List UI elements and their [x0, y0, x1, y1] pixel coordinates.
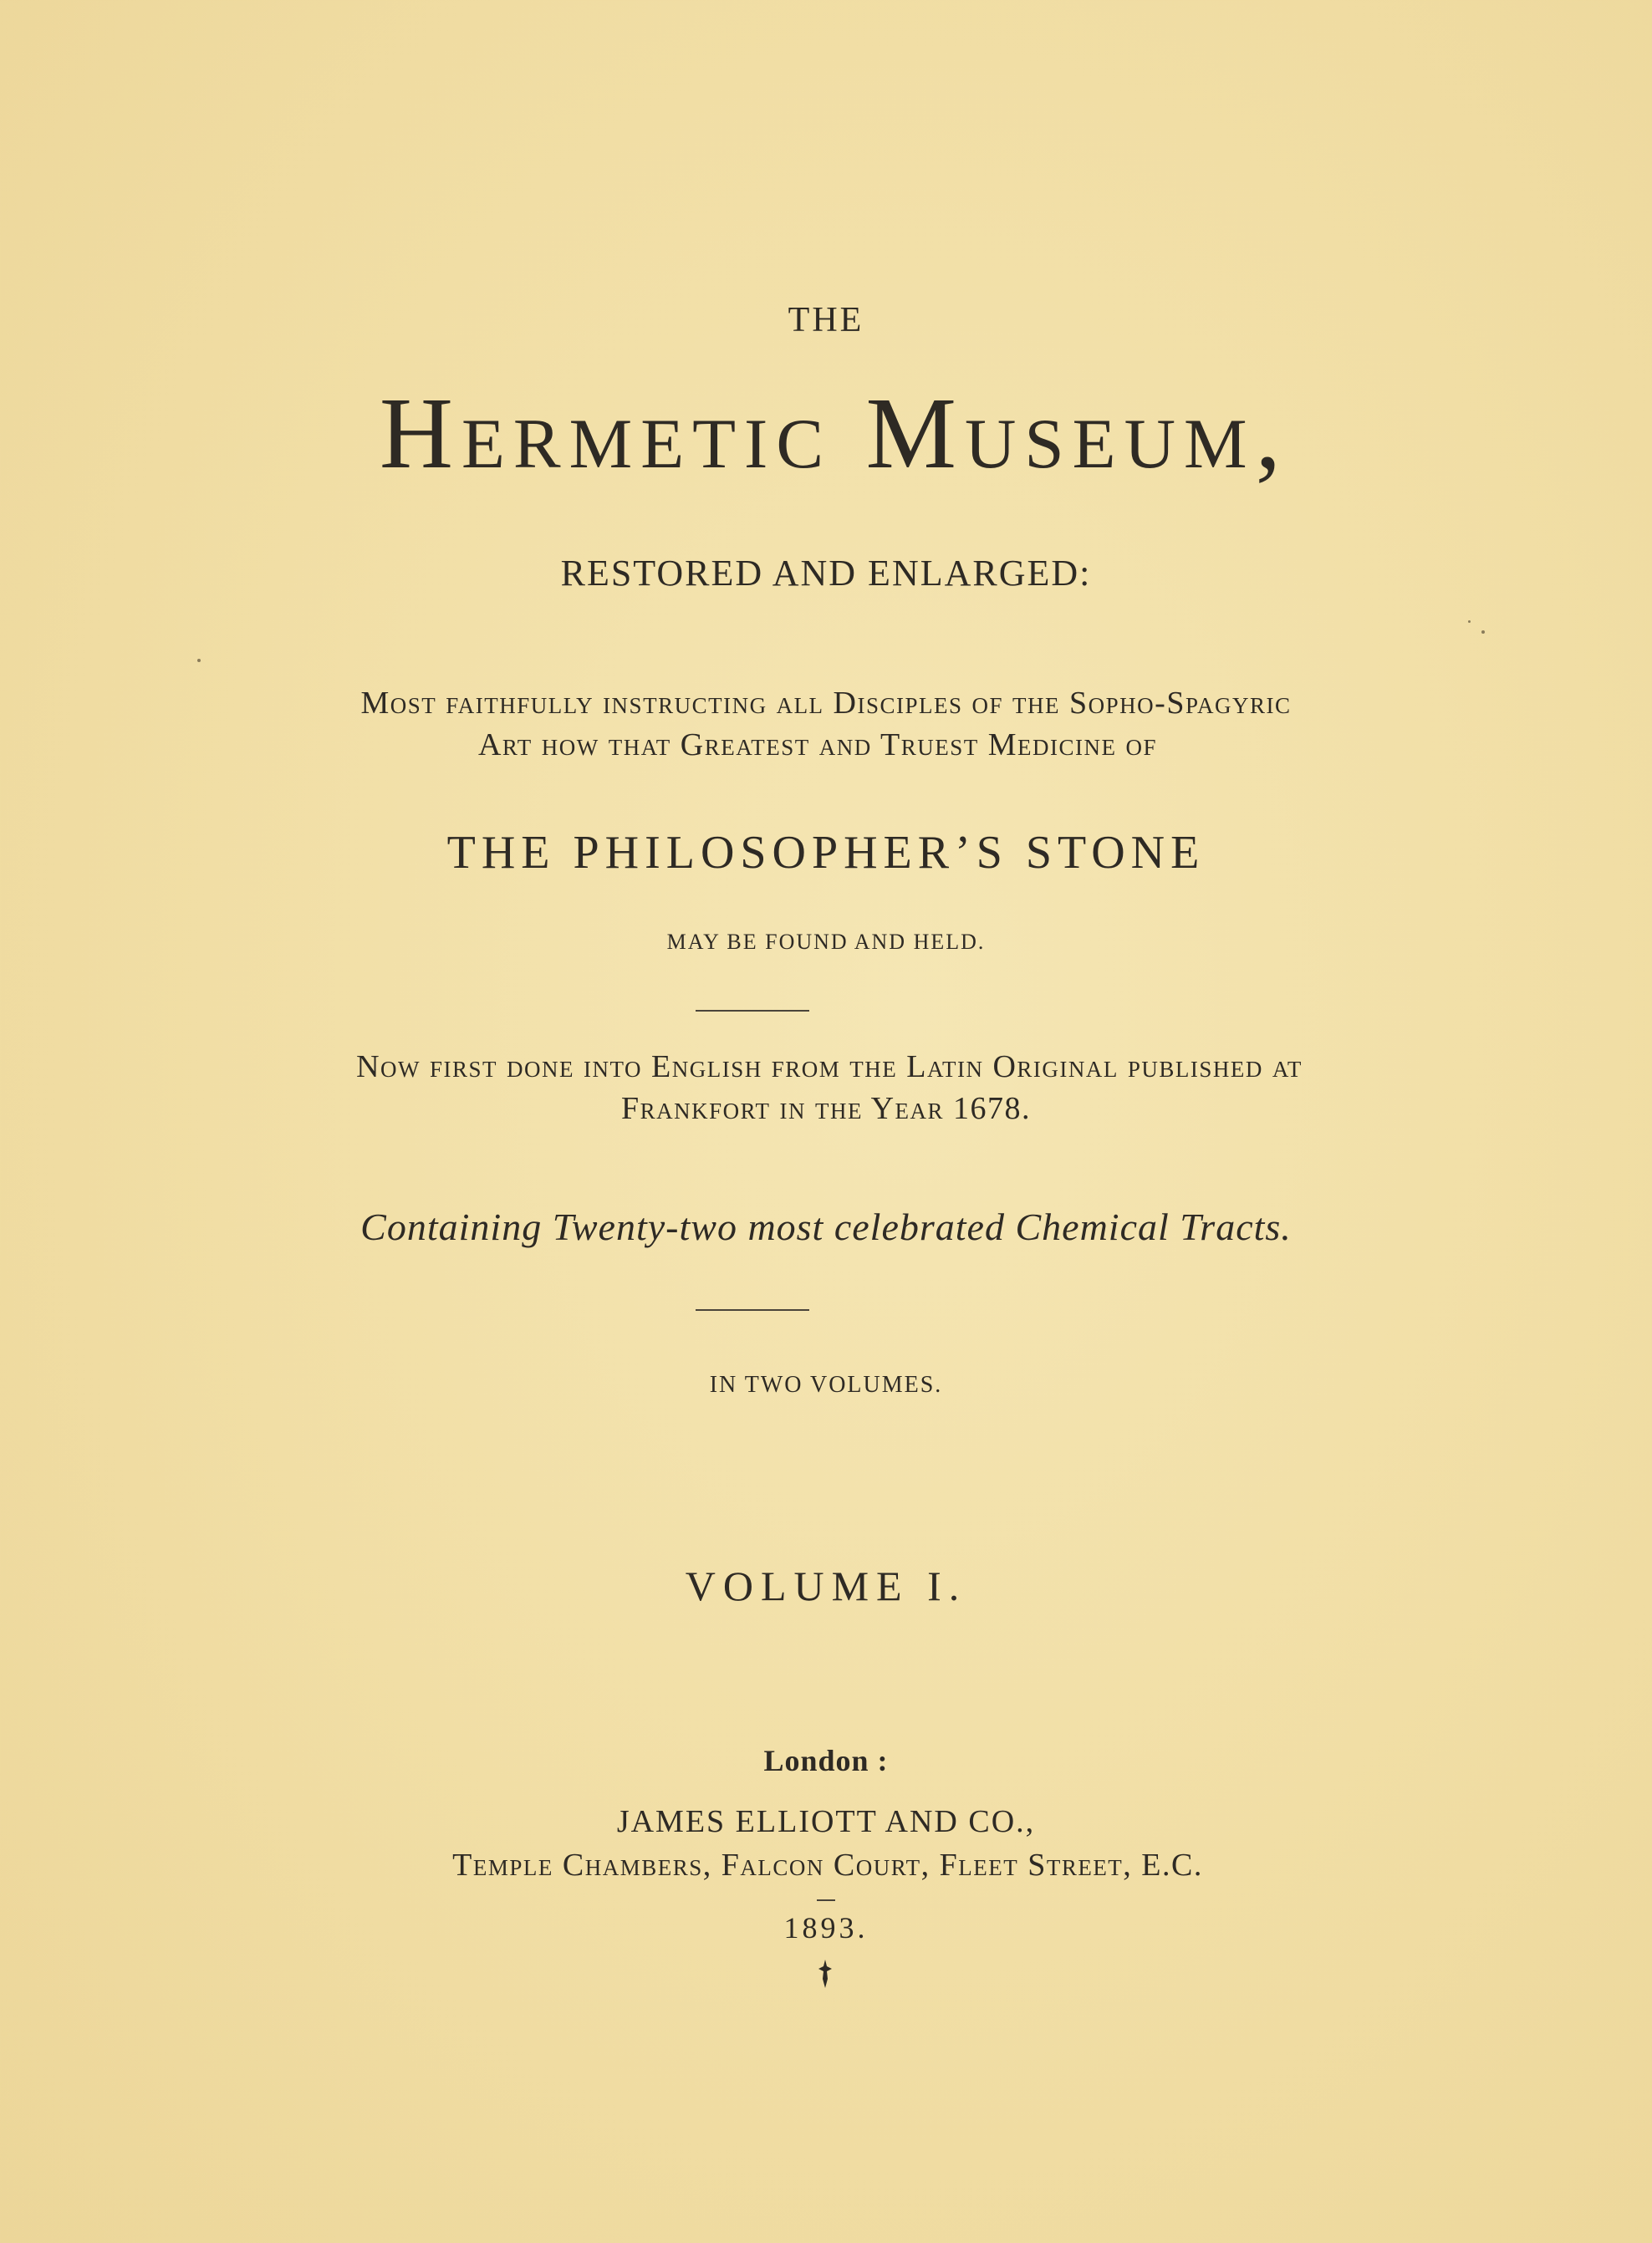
title-article: THE	[788, 301, 864, 339]
description-line-1: Most faithfully instructing all Disciples of the Sopho-Spagyric	[360, 686, 1292, 721]
printer-ornament-icon	[817, 1959, 834, 1989]
imprint-publisher: JAMES ELLIOTT AND CO.,	[616, 1804, 1036, 1839]
imprint-year: 1893.	[783, 1911, 869, 1945]
volume-number: VOLUME I.	[685, 1562, 967, 1609]
translation-note-line-2: Frankfort in the Year 1678.	[620, 1091, 1032, 1126]
divider-rule	[696, 1309, 809, 1311]
translation-note-line-1: Now first done into English from the Latin Original published at	[356, 1049, 1303, 1084]
paper-speck	[1468, 620, 1471, 623]
philosophers-stone-heading: THE PHILOSOPHER’S STONE	[446, 827, 1206, 879]
main-title: Hermetic Museum,	[379, 377, 1290, 490]
imprint-city: London :	[763, 1744, 889, 1777]
paper-speck	[197, 659, 201, 662]
description-line-2: Art how that Greatest and Truest Medicine of	[477, 727, 1158, 762]
may-be-found-line: MAY BE FOUND AND HELD.	[666, 930, 986, 954]
imprint-address: Temple Chambers, Falcon Court, Fleet Street, E.C.	[452, 1848, 1203, 1883]
restored-subtitle: RESTORED AND ENLARGED:	[560, 553, 1092, 594]
paper-speck	[1481, 630, 1485, 634]
divider-rule	[817, 1899, 835, 1901]
contents-note: Containing Twenty-two most celebrated Chemical Tracts.	[360, 1206, 1292, 1248]
volumes-note: IN TWO VOLUMES.	[709, 1372, 943, 1398]
divider-rule	[696, 1010, 809, 1012]
